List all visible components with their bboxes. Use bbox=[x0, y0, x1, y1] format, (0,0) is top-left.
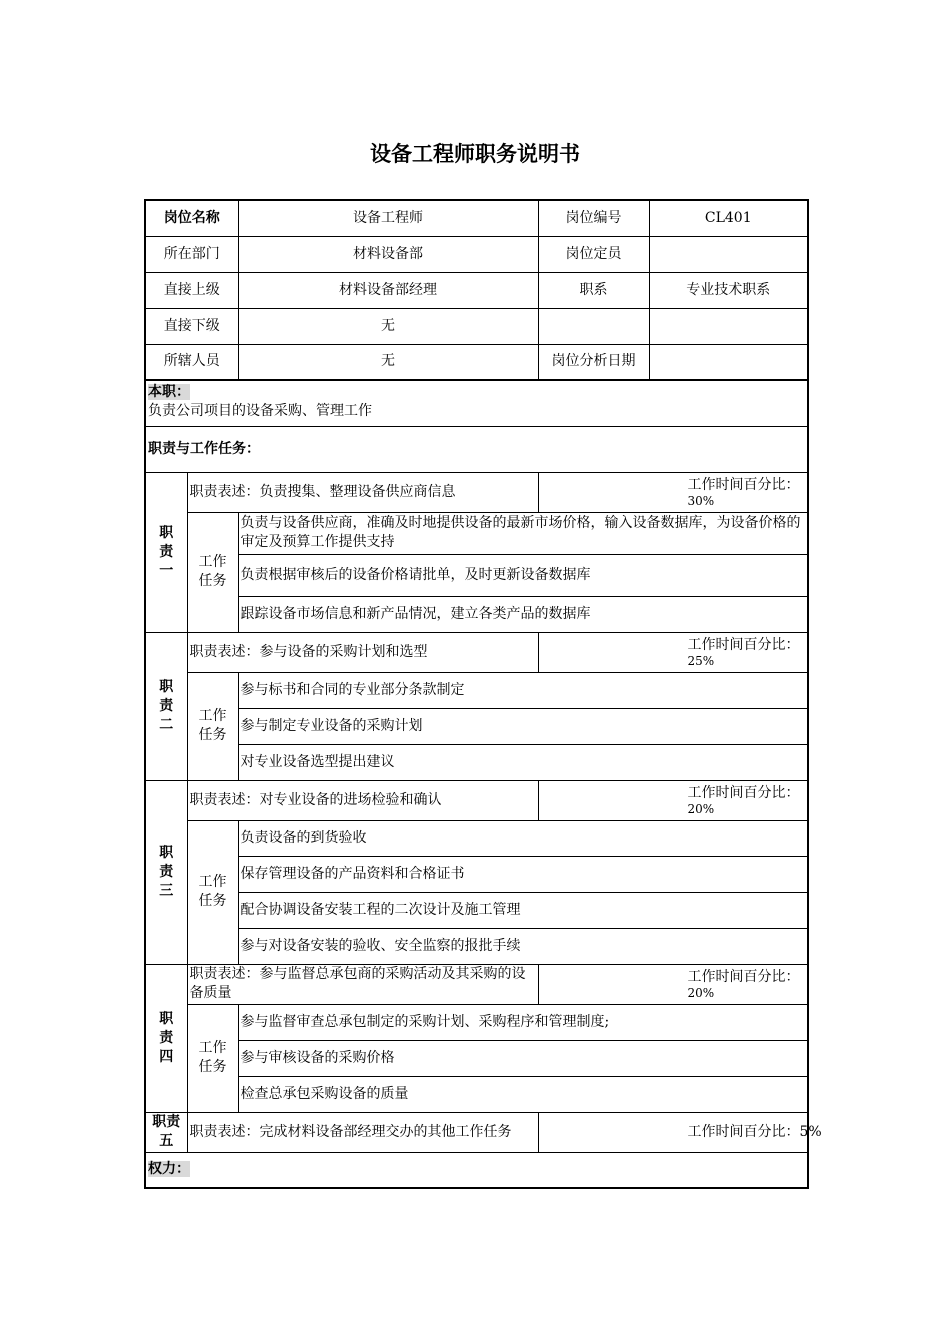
subordinate-value: 无 bbox=[238, 308, 538, 344]
empty-cell bbox=[649, 308, 808, 344]
responsibility-4-task-label: 工作任务 bbox=[187, 1004, 238, 1112]
responsibility-1-label: 职责一 bbox=[145, 472, 187, 632]
task-item: 参与标书和合同的专业部分条款制定 bbox=[238, 672, 808, 708]
responsibility-3-pct: 工作时间百分比： 20% bbox=[538, 780, 808, 820]
responsibility-1-task-label: 工作任务 bbox=[187, 512, 238, 632]
responsibility-2-pct: 工作时间百分比： 25% bbox=[538, 632, 808, 672]
responsibility-1-desc: 职责表述：负责搜集、整理设备供应商信息 bbox=[187, 472, 538, 512]
page-title: 设备工程师职务说明书 bbox=[370, 142, 580, 166]
post-code-label: 岗位编号 bbox=[538, 200, 649, 236]
job-description-table bbox=[144, 199, 822, 1189]
responsibility-3-task-label: 工作任务 bbox=[187, 820, 238, 964]
responsibility-4-desc: 职责表述：参与监督总承包商的采购活动及其采购的设备质量 bbox=[187, 964, 538, 1004]
staff-label: 所辖人员 bbox=[145, 344, 238, 380]
responsibility-3-desc: 职责表述：对专业设备的进场检验和确认 bbox=[187, 780, 538, 820]
series-label: 职系 bbox=[538, 272, 649, 308]
task-item: 检查总承包采购设备的质量 bbox=[238, 1076, 808, 1112]
quota-label: 岗位定员 bbox=[538, 236, 649, 272]
series-value: 专业技术职系 bbox=[649, 272, 808, 308]
task-item: 对专业设备选型提出建议 bbox=[238, 744, 808, 780]
task-item: 参与审核设备的采购价格 bbox=[238, 1040, 808, 1076]
responsibility-4-label: 职责四 bbox=[145, 964, 187, 1112]
analysis-date-value bbox=[649, 344, 808, 380]
superior-value: 材料设备部经理 bbox=[238, 272, 538, 308]
task-item: 参与对设备安装的验收、安全监察的报批手续 bbox=[238, 928, 808, 964]
responsibility-5-desc: 职责表述：完成材料设备部经理交办的其他工作任务 bbox=[187, 1112, 538, 1152]
duty-cell bbox=[145, 380, 808, 426]
duty-label: 本职： bbox=[148, 384, 190, 400]
authority-cell bbox=[145, 1152, 808, 1188]
task-item: 跟踪设备市场信息和新产品情况，建立各类产品的数据库 bbox=[238, 596, 808, 632]
responsibility-1-pct: 工作时间百分比： 30% bbox=[538, 472, 808, 512]
task-item: 参与制定专业设备的采购计划 bbox=[238, 708, 808, 744]
task-item: 配合协调设备安装工程的二次设计及施工管理 bbox=[238, 892, 808, 928]
task-item: 负责与设备供应商，准确及时地提供设备的最新市场价格，输入设备数据库，为设备价格的审定及预算工作提供支持 bbox=[238, 512, 808, 554]
dept-label: 所在部门 bbox=[145, 236, 238, 272]
post-name-value: 设备工程师 bbox=[238, 200, 538, 236]
subordinate-label: 直接下级 bbox=[145, 308, 238, 344]
responsibility-3-label: 职责三 bbox=[145, 780, 187, 964]
superior-label: 直接上级 bbox=[145, 272, 238, 308]
task-item: 负责根据审核后的设备价格请批单，及时更新设备数据库 bbox=[238, 554, 808, 596]
responsibility-5-label: 职责五 bbox=[145, 1112, 187, 1152]
task-item: 参与监督审查总承包制定的采购计划、采购程序和管理制度; bbox=[238, 1004, 808, 1040]
post-code-value: CL401 bbox=[649, 200, 808, 236]
responsibility-2-label: 职责二 bbox=[145, 632, 187, 780]
duty-text: 负责公司项目的设备采购、管理工作 bbox=[148, 403, 372, 419]
responsibility-2-task-label: 工作任务 bbox=[187, 672, 238, 780]
task-item: 负责设备的到货验收 bbox=[238, 820, 808, 856]
post-name-label: 岗位名称 bbox=[145, 200, 238, 236]
empty-cell bbox=[538, 308, 649, 344]
responsibility-2-desc: 职责表述：参与设备的采购计划和选型 bbox=[187, 632, 538, 672]
authority-label: 权力： bbox=[148, 1161, 190, 1178]
quota-value bbox=[649, 236, 808, 272]
responsibility-5-pct: 工作时间百分比：5% bbox=[538, 1112, 808, 1152]
responsibility-4-pct: 工作时间百分比： 20% bbox=[538, 964, 808, 1004]
analysis-date-label: 岗位分析日期 bbox=[538, 344, 649, 380]
dept-value: 材料设备部 bbox=[238, 236, 538, 272]
task-item: 保存管理设备的产品资料和合格证书 bbox=[238, 856, 808, 892]
responsibilities-heading: 职责与工作任务： bbox=[145, 426, 808, 472]
staff-value: 无 bbox=[238, 344, 538, 380]
